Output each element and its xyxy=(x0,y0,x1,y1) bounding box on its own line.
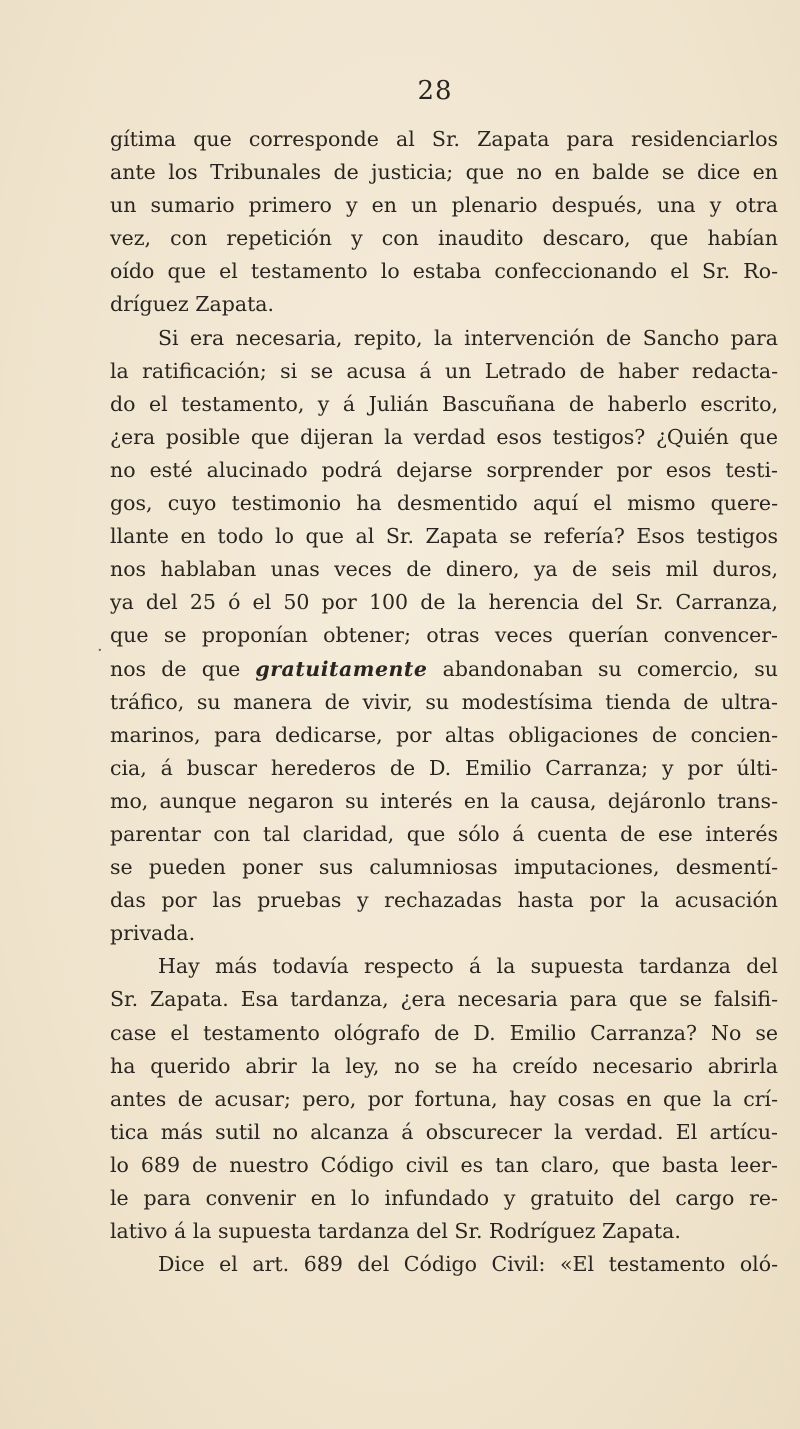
emphasized-word: gratuitamente xyxy=(255,656,428,681)
text-line: la ratificación; si se acusa á un Letrado de haber redacta- xyxy=(110,358,778,383)
text-line: tráfico, su manera de vivir, su modestísima tienda de ultra- xyxy=(110,689,778,714)
text-segment: abandonaban su comercio, su xyxy=(427,656,778,681)
text-line: lo 689 de nuestro Código civil es tan claro, que basta leer- xyxy=(110,1152,778,1177)
text-line: ha querido abrir la ley, no se ha creído necesario abrirla xyxy=(110,1053,778,1078)
text-line: Hay más todavía respecto á la supuesta tardanza del xyxy=(158,954,778,979)
text-line: cia, á buscar herederos de D. Emilio Carranza; y por últi- xyxy=(110,755,778,780)
text-line: Si era necesaria, repito, la intervención de Sancho para xyxy=(158,325,778,350)
text-line: privada. xyxy=(110,921,196,946)
page-number: 28 xyxy=(417,76,453,106)
text-line: oído que el testamento lo estaba confeccionando el Sr. Ro- xyxy=(110,259,778,284)
text-line: se pueden poner sus calumniosas imputaciones, desmentí- xyxy=(110,855,778,880)
text-line: Dice el art. 689 del Código Civil: «El testamento oló- xyxy=(158,1252,778,1277)
text-line xyxy=(110,653,778,686)
text-segment: nos de que xyxy=(110,656,256,681)
text-line: dríguez Zapata. xyxy=(110,292,275,317)
body-text xyxy=(110,123,778,1281)
text-line: ante los Tribunales de justicia; que no en balde se dice en xyxy=(110,160,778,185)
text-line: Sr. Zapata. Esa tardanza, ¿era necesaria para que se falsifi- xyxy=(110,987,778,1012)
text-line: das por las pruebas y rechazadas hasta por la acusación xyxy=(110,888,778,913)
text-line: lativo á la supuesta tardanza del Sr. Rodríguez Zapata. xyxy=(110,1219,681,1244)
text-line: tica más sutil no alcanza á obscurecer la verdad. El artícu- xyxy=(110,1119,778,1144)
margin-mark: · xyxy=(97,640,103,661)
text-line: ¿era posible que dijeran la verdad esos testigos? ¿Quién que xyxy=(110,424,778,449)
text-line: antes de acusar; pero, por fortuna, hay cosas en que la crí- xyxy=(110,1086,778,1111)
text-line: le para convenir en lo infundado y gratuito del cargo re- xyxy=(110,1186,778,1210)
text-line: gos, cuyo testimonio ha desmentido aquí el mismo quere- xyxy=(110,491,778,516)
text-line: nos hablaban unas veces de dinero, ya de seis mil duros, xyxy=(110,557,778,582)
text-line: parentar con tal claridad, que sólo á cuenta de ese interés xyxy=(110,821,778,846)
text-line: do el testamento, y á Julián Bascuñana de haberlo escrito, xyxy=(110,391,778,416)
text-line: mo, aunque negaron su interés en la causa, dejáronlo trans- xyxy=(110,788,778,813)
text-line: vez, con repetición y con inaudito descaro, que habían xyxy=(110,226,778,251)
text-line: llante en todo lo que al Sr. Zapata se refería? Esos testigos xyxy=(110,524,778,549)
text-line: que se proponían obtener; otras veces querían convencer- xyxy=(110,623,778,648)
text-line: gítima que corresponde al Sr. Zapata para residenciarlos xyxy=(110,127,778,151)
text-line: case el testamento ológrafo de D. Emilio Carranza? No se xyxy=(110,1020,778,1045)
text-line: no esté alucinado podrá dejarse sorprender por esos testi- xyxy=(110,457,778,482)
text-line: ya del 25 ó el 50 por 100 de la herencia del Sr. Carranza, xyxy=(110,590,778,615)
text-line: un sumario primero y en un plenario después, una y otra xyxy=(110,193,778,218)
text-line: marinos, para dedicarse, por altas obligaciones de concien- xyxy=(110,722,778,747)
